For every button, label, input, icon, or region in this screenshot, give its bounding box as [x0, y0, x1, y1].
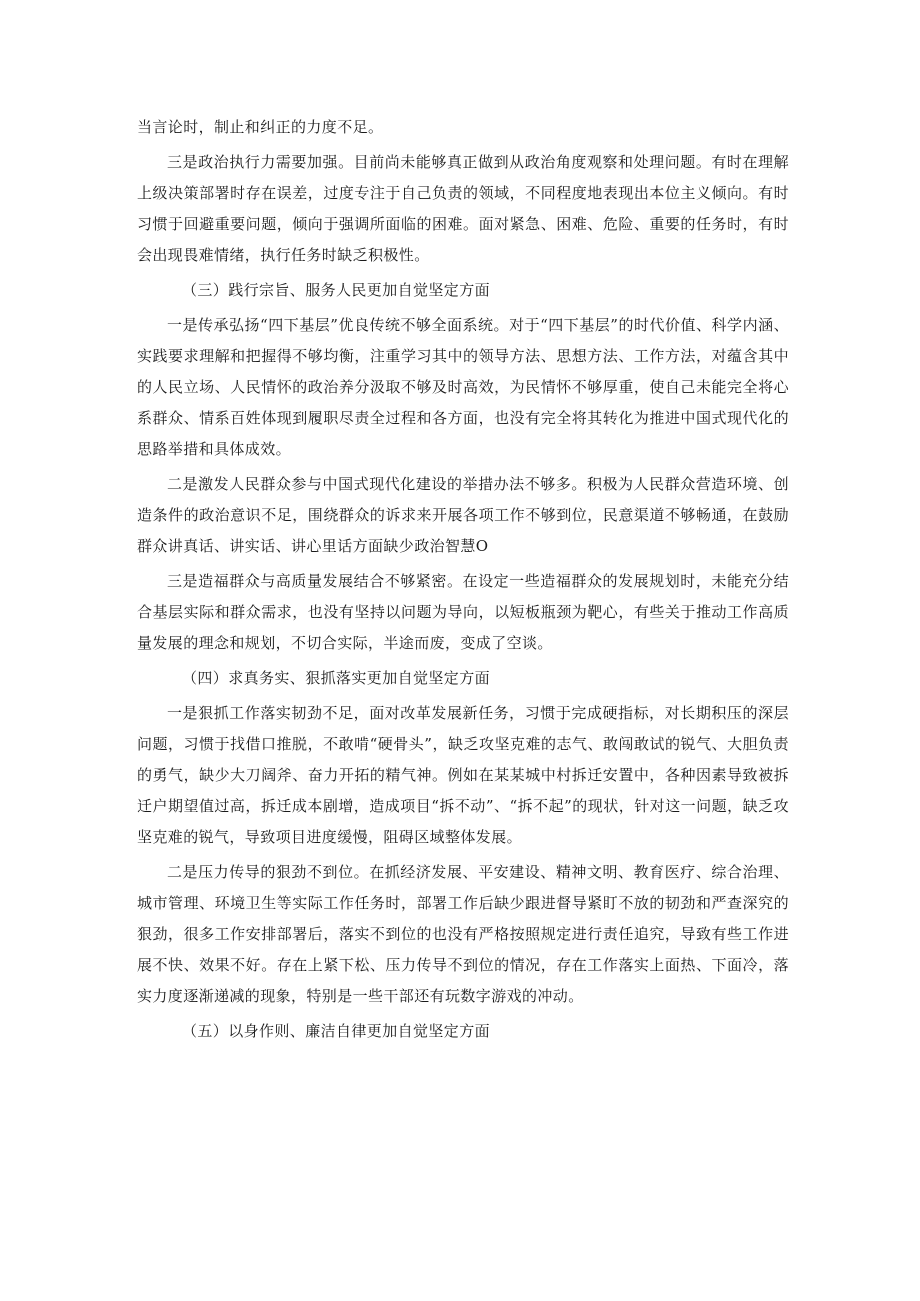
- paragraph-pressure-transmission: 二是压力传导的狠劲不到位。在抓经济发展、平安建设、精神文明、教育医疗、综合治理、城市管理、环境卫生等实际工作任务时，部署工作后缺少跟进督导紧盯不放的韧劲和严查深究的狠劲，很多工作安排部署后，落实不到位的也没有严格按照规定进行责任追究，导致有些工作进展不快、效果不好。存在上紧下松、压力传导不到位的情况，存在工作落实上面热、下面冷，落实力度逐渐递减的现象，特别是一些干部还有玩数字游戏的冲动。: [137, 863, 789, 1005]
- paragraph-benefit-people: 三是造福群众与高质量发展结合不够紧密。在设定一些造福群众的发展规划时，未能充分结合基层实际和群众需求，也没有坚持以问题为导向，以短板瓶颈为靶心，有些关于推动工作高质量发展的理念和规划，不切合实际，半途而废，变成了空谈。: [137, 572, 789, 652]
- section-heading-3: （三）践行宗旨、服务人民更加自觉坚定方面: [182, 281, 491, 299]
- paragraph-mobilize-people: 二是激发人民群众参与中国式现代化建设的举措办法不够多。积极为人民群众营造环境、创造条件的政治意识不足，围绕群众的诉求来开展各项工作不够到位，民意渠道不够畅通，在鼓励群众讲真话、讲实话、讲心里话方面缺少政治智慧O: [137, 475, 789, 555]
- paragraph-four-grassroots: 一是传承弘扬“四下基层”优良传统不够全面系统。对于“四下基层”的时代价值、科学内涵、实践要求理解和把握得不够均衡，注重学习其中的领导方法、思想方法、工作方法，对蕴含其中的人民立场、人民情怀的政治养分汲取不够及时高效，为民情怀不够厚重，使自己未能完全将心系群众、情系百姓体现到履职尽责全过程和各方面，也没有完全将其转化为推进中国式现代化的思路举措和具体成效。: [137, 316, 789, 458]
- paragraph-political-execution: 三是政治执行力需要加强。目前尚未能够真正做到从政治角度观察和处理问题。有时在理解上级决策部署时存在误差，过度专注于自己负责的领域，不同程度地表现出本位主义倾向。有时习惯于回避重要问题，倾向于强调所面临的困难。面对紧急、困难、危险、重要的任务时，有时会出现畏难情绪，执行任务时缺乏积极性。: [137, 153, 789, 264]
- paragraph-continuation: 当言论时，制止和纠正的力度不足。: [137, 118, 384, 136]
- paragraph-implementation-tenacity: 一是狠抓工作落实韧劲不足，面对改革发展新任务，习惯于完成硬指标，对长期积压的深层问题，习惯于找借口推脱，不敢啃“硬骨头”，缺乏攻坚克难的志气、敢闯敢试的锐气、大胆负责的勇气，缺少大刀阔斧、奋力开拓的精气神。例如在某某城中村拆迁安置中，各种因素导致被拆迁户期望值过高，拆迁成本剧增，造成项目“拆不动”、“拆不起”的现状，针对这一问题，缺乏攻坚克难的锐气，导致项目进度缓慢，阻碍区域整体发展。: [137, 704, 789, 846]
- document-page: [137, 112, 789, 1051]
- section-heading-4: （四）求真务实、狠抓落实更加自觉坚定方面: [182, 669, 491, 687]
- section-heading-5: （五）以身作则、廉洁自律更加自觉坚定方面: [182, 1022, 491, 1040]
